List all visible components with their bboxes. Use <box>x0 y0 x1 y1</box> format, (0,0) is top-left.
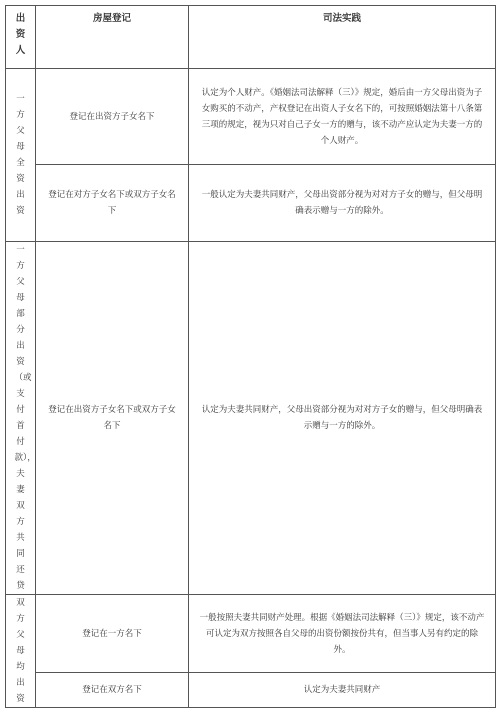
registration-cell: 登记在对方子女名下或双方子女名下 <box>36 165 189 242</box>
practice-cell: 一般按照夫妻共同财产处理。根据《婚姻法司法解释（三）》规定，该不动产可认定为双方按照各自父母的出资份额按份共有，但当事人另有约定的除外。 <box>189 595 496 673</box>
registration-cell: 登记在一方名下 <box>36 595 189 673</box>
header-registration: 房屋登记 <box>36 6 189 69</box>
investor-cell: 一方父母部分出资（或支付首付款），夫妻双方共同还贷 <box>6 242 36 595</box>
investor-cell: 双方父母均出资 <box>6 595 36 708</box>
investor-cell: 一方父母全资出资 <box>6 69 36 242</box>
practice-cell: 一般认定为夫妻共同财产，父母出资部分视为对对方子女的赠与，但父母明确表示赠与一方的除外。 <box>189 165 496 242</box>
registration-cell: 登记在出资方子女名下或双方子女名下 <box>36 242 189 595</box>
table-row <box>6 673 496 708</box>
header-practice: 司法实践 <box>189 6 496 69</box>
table-row <box>6 242 496 595</box>
header-row <box>6 6 496 69</box>
table-row <box>6 595 496 673</box>
table-row <box>6 165 496 242</box>
property-law-table <box>5 5 496 708</box>
practice-cell: 认定为夫妻共同财产 <box>189 673 496 708</box>
registration-cell: 登记在出资方子女名下 <box>36 69 189 165</box>
registration-cell: 登记在双方名下 <box>36 673 189 708</box>
header-investor: 出资人 <box>6 6 36 69</box>
table-row <box>6 69 496 165</box>
practice-cell: 认定为个人财产。《婚姻法司法解释（三）》规定，婚后由一方父母出资为子女购买的不动产，产权登记在出资人子女名下的，可按照婚姻法第十八条第三项的规定，视为只对自己子女一方的赠与，该不动产应认定为夫妻一方的个人财产。 <box>189 69 496 165</box>
practice-cell: 认定为夫妻共同财产，父母出资部分视为对对方子女的赠与，但父母明确表示赠与一方的除外。 <box>189 242 496 595</box>
